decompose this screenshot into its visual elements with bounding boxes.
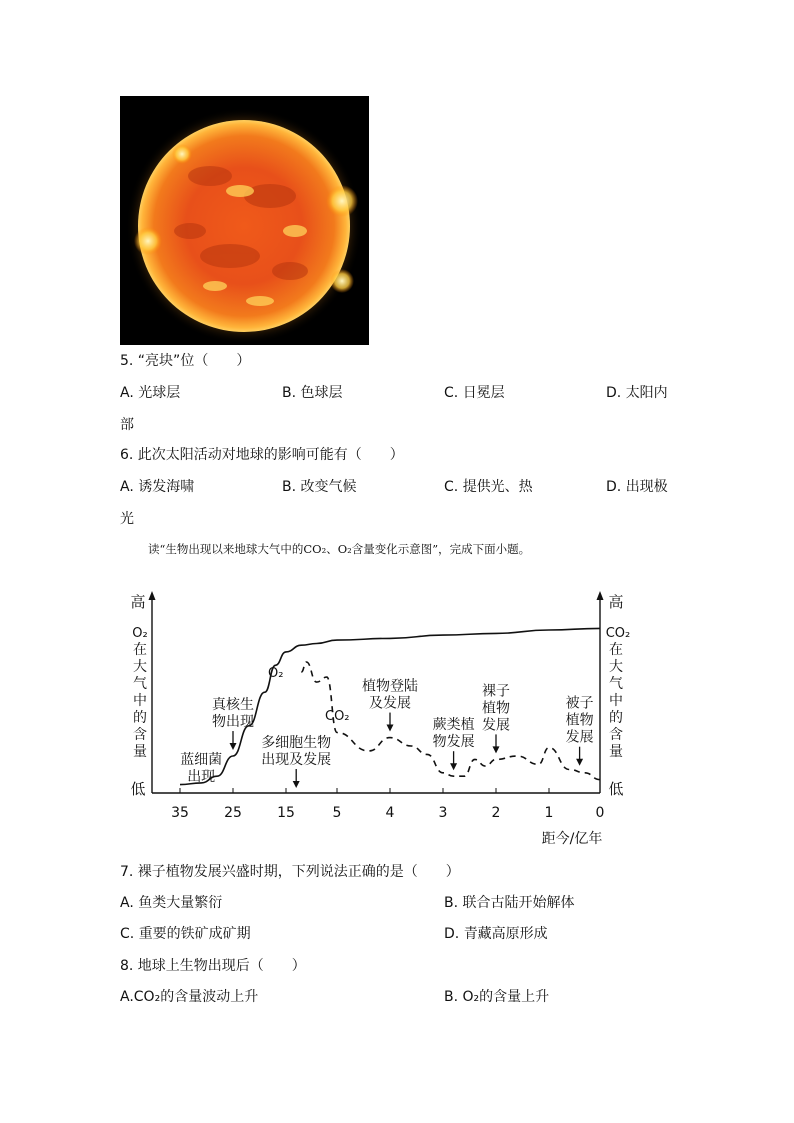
- q7-option-d[interactable]: [444, 925, 548, 943]
- annotation-arrowhead: [387, 725, 394, 732]
- annotation-label: 被子: [565, 695, 594, 712]
- left-axis-bottom: 低: [130, 780, 146, 798]
- q6-option-c[interactable]: [444, 478, 533, 496]
- option-text: 色球层: [300, 385, 343, 401]
- q6-option-d-wrap: 光: [120, 511, 134, 527]
- option-label: B.: [282, 385, 297, 401]
- option-text: O₂的含量上升: [462, 989, 550, 1005]
- option-label: B.: [282, 479, 297, 495]
- co2-series-label: CO₂: [325, 709, 350, 724]
- o2-series-label: O₂: [268, 666, 284, 681]
- q5-option-a[interactable]: [120, 384, 180, 402]
- right-axis-top: 高: [608, 593, 624, 611]
- annotation-label: 蕨类植: [432, 717, 475, 734]
- annotation-arrowhead: [576, 759, 583, 766]
- x-tick-label: 1: [544, 805, 554, 821]
- left-axis-char: 含: [133, 727, 147, 743]
- right-axis-char: 中: [609, 693, 623, 709]
- x-tick-label: 4: [385, 805, 395, 821]
- q5-option-b[interactable]: [282, 384, 343, 402]
- q6-stem: 6. 此次太阳活动对地球的影响可能有（ ）: [120, 447, 404, 463]
- x-tick-label: 0: [595, 805, 605, 821]
- left-axis-arrow: [149, 591, 156, 600]
- option-label: C.: [120, 926, 135, 942]
- option-label: B.: [444, 989, 459, 1005]
- annotation-arrowhead: [493, 746, 500, 753]
- x-axis-unit: 距今/亿年: [541, 831, 603, 847]
- q5-stem: 5. “亮块”位（ ）: [120, 353, 251, 369]
- left-axis-char: 量: [133, 744, 147, 760]
- option-text: 联合古陆开始解体: [462, 895, 575, 911]
- annotation-label: 发展: [482, 717, 510, 734]
- x-tick-label: 25: [224, 805, 242, 821]
- annotation-label: 植物: [565, 712, 594, 729]
- option-text: 日冕层: [462, 385, 505, 401]
- option-text: 青藏高原形成: [463, 926, 548, 942]
- option-text: 提供光、热: [462, 479, 533, 495]
- q5-option-c[interactable]: [444, 384, 505, 402]
- annotation-arrowhead: [230, 743, 237, 750]
- annotation-label: 裸子: [482, 683, 510, 700]
- option-text: 改变气候: [300, 479, 357, 495]
- option-text: 重要的铁矿成矿期: [138, 926, 251, 942]
- right-axis-char: CO₂: [605, 626, 631, 641]
- annotation-label: 蓝细菌: [180, 752, 223, 768]
- q8-stem: 8. 地球上生物出现后（ ）: [120, 958, 306, 974]
- o2-co2-chart: [120, 585, 660, 850]
- option-label: A.: [120, 385, 134, 401]
- annotation-label: 植物: [482, 700, 510, 717]
- option-text: 太阳内: [625, 385, 668, 401]
- left-axis-char: 气: [133, 676, 147, 692]
- annotation-label: 物出现: [212, 714, 254, 731]
- left-axis-char: O₂: [132, 626, 148, 641]
- option-label: D.: [606, 385, 622, 401]
- sun-image: [120, 96, 369, 345]
- annotation-label: 出现及发展: [261, 752, 332, 768]
- right-axis-bottom: 低: [608, 780, 624, 798]
- q6-option-b[interactable]: [282, 478, 357, 496]
- annotation-label: 物发展: [432, 734, 475, 751]
- q7-option-c[interactable]: [120, 925, 251, 943]
- annotation-label: 多细胞生物: [261, 735, 332, 751]
- right-axis-char: 在: [609, 642, 623, 658]
- annotation-arrowhead: [293, 781, 300, 788]
- left-axis-char: 的: [133, 710, 147, 726]
- annotation-arrowhead: [450, 763, 457, 770]
- option-label: B.: [444, 895, 459, 911]
- left-axis-char: 中: [133, 693, 147, 709]
- x-tick-label: 3: [438, 805, 448, 821]
- x-tick-label: 15: [277, 805, 295, 821]
- right-axis-char: 量: [609, 744, 623, 760]
- q5-option-d-wrap: 部: [120, 417, 134, 433]
- q8-option-a[interactable]: [120, 988, 258, 1006]
- option-text: 鱼类大量繁衍: [138, 895, 223, 911]
- annotation-label: 植物登陆: [362, 678, 418, 695]
- right-axis-arrow: [597, 591, 604, 600]
- x-tick-label: 35: [171, 805, 189, 821]
- option-label: C.: [444, 385, 459, 401]
- right-axis-char: 气: [609, 676, 623, 692]
- figure-intro: 读“生物出现以来地球大气中的CO₂、O₂含量变化示意图”，完成下面小题。: [148, 542, 531, 556]
- right-axis-char: 大: [609, 659, 623, 675]
- option-text: CO₂的含量波动上升: [133, 989, 259, 1005]
- q8-option-b[interactable]: [444, 988, 549, 1006]
- left-axis-char: 在: [133, 642, 147, 658]
- q7-option-b[interactable]: [444, 894, 575, 912]
- q7-stem: 7. 裸子植物发展兴盛时期，下列说法正确的是（ ）: [120, 864, 460, 880]
- q5-option-d[interactable]: [606, 384, 668, 402]
- annotation-label: 及发展: [369, 695, 411, 712]
- annotation-label: 出现: [187, 769, 216, 785]
- option-text: 光球层: [138, 385, 181, 401]
- option-label: D.: [444, 926, 460, 942]
- option-label: C.: [444, 479, 459, 495]
- x-tick-label: 5: [332, 805, 342, 821]
- annotation-label: 真核生: [212, 697, 254, 714]
- option-text: 出现极: [625, 479, 668, 495]
- q7-option-a[interactable]: [120, 894, 222, 912]
- annotation-label: 发展: [565, 729, 594, 746]
- option-text: 诱发海啸: [138, 479, 195, 495]
- right-axis-char: 含: [609, 727, 623, 743]
- q6-option-a[interactable]: [120, 478, 194, 496]
- left-axis-top: 高: [130, 593, 146, 611]
- left-axis-char: 大: [133, 659, 147, 675]
- option-label: A.: [120, 895, 134, 911]
- x-tick-label: 2: [491, 805, 501, 821]
- q6-option-d[interactable]: [606, 478, 668, 496]
- option-label: A.: [120, 989, 134, 1005]
- option-label: D.: [606, 479, 622, 495]
- option-label: A.: [120, 479, 134, 495]
- right-axis-char: 的: [609, 710, 623, 726]
